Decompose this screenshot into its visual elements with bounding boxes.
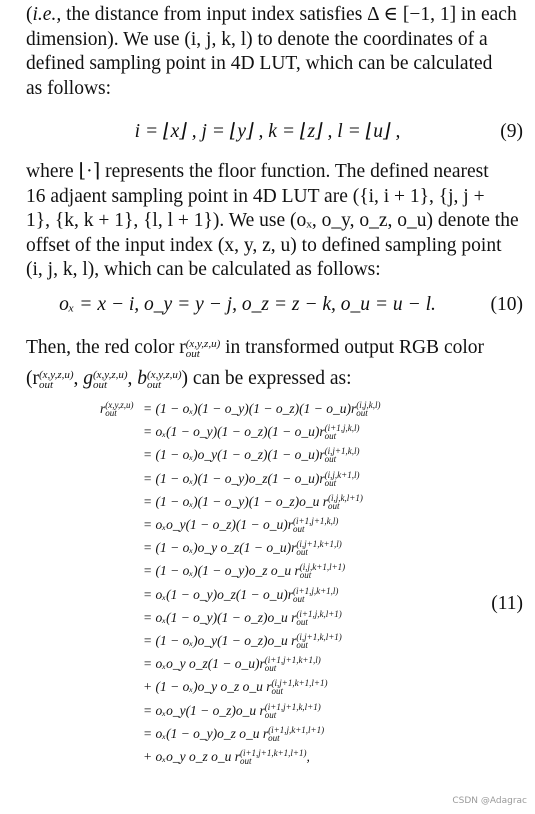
paragraph-3 [26,336,526,391]
equation-11-term: = (1 − oₓ)o_y(1 − o_z)(1 − o_u)r (i,j+1,k,l) out [143,446,360,465]
paragraph-1 [26,3,526,101]
equation-11-term: = oₓo_y(1 − o_z)o_u r (i+1,j+1,k,l+1) out [143,701,321,720]
para3-line1: Then, the red color r (x,y,z,u) out in transformed output RGB color [26,337,485,360]
para2-line2: 16 adjaent sampling point in 4D LUT are ({i, i + 1}, {j, j + [26,185,485,207]
watermark: CSDN @Adagrac [452,796,527,806]
equation-11-term: = oₓ(1 − o_y)(1 − o_z)(1 − o_u)r (i+1,j,k,l) out [143,423,360,442]
equation-11-term: = (1 − oₓ)(1 − o_y)(1 − o_z)o_u r (i,j,k,l+1) out [143,492,363,511]
equation-11-term: = oₓ(1 − o_y)o_z(1 − o_u)r (i+1,j,k+1,l) out [143,585,339,604]
para2-line1: where ⌊·⌉ represents the floor function. The defined nearest [26,161,489,182]
equation-11-term: = oₓ(1 − o_y)o_z o_u r (i+1,j,k+1,l+1) out [143,724,325,743]
equation-11-term: = (1 − oₓ)(1 − o_y)o_z o_u r (i,j,k+1,l+1) out [143,562,346,581]
equation-9-number: (9) [500,121,523,142]
equation-11-term: + (1 − oₓ)o_y o_z o_u r (i,j+1,k+1,l+1) out [143,678,328,697]
para1-line1: (i.e., the distance from input index satisfies Δ ∈ [−1, 1] in each [26,4,517,25]
equation-9-body: i = ⌊x⌋ , j = ⌊y⌋ , k = ⌊z⌋ , l = ⌊u⌋ , [134,121,401,142]
para2-line5: (i, j, k, l), which can be calculated as follows: [26,259,381,280]
equation-11-term: = (1 − oₓ)o_y o_z(1 − o_u)r (i,j+1,k+1,l) out [143,539,342,558]
equation-11-term: = (1 − oₓ)(1 − o_y)o_z(1 − o_u)r (i,j,k+1,l) out [143,469,360,488]
para2-line3: 1}, {k, k + 1}, {l, l + 1}). We use (oₓ, o_y, o_z, o_u) denote the [26,210,519,231]
equation-11-term: = (1 − oₓ)(1 − o_y)(1 − o_z)(1 − o_u)r (i,j,k,l) out [143,400,381,418]
equation-10-number: (10) [490,294,523,315]
para1-line3: defined sampling point in 4D LUT, which can be calculated [26,53,493,74]
equation-11 [0,398,535,778]
equation-11-term: + oₓo_y o_z o_u r (i+1,j+1,k+1,l+1) out , [143,748,310,766]
equation-9 [0,119,535,145]
para2-line4: offset of the input index (x, y, z, u) to defined sampling point [26,234,502,256]
equation-10-body: oₓ = x − i, o_y = y − j, o_z = z − k, o_u = u − l. [59,294,436,315]
para1-line4: as follows: [26,77,112,99]
equation-11-number: (11) [491,593,523,614]
equation-11-term: = oₓ(1 − o_y)(1 − o_z)o_u r (i+1,j,k,l+1) out [143,608,342,627]
paragraph-2 [26,160,526,283]
equation-11-lhs: r (x,y,z,u) out [100,400,134,418]
equation-10 [0,292,535,318]
equation-11-term: = oₓo_y(1 − o_z)(1 − o_u)r (i+1,j+1,k,l) out [143,516,339,534]
equation-11-term: = (1 − oₓ)o_y(1 − o_z)o_u r (i,j+1,k,l+1) out [143,632,342,650]
para1-line2: dimension). We use (i, j, k, l) to denote the coordinates of a [26,28,488,50]
para3-line2: (r (x,y,z,u) out , g (x,y,z,u) out , b (x,y,z,u) out ) can be expressed as: [26,367,352,391]
equation-11-term: = oₓo_y o_z(1 − o_u)r (i+1,j+1,k+1,l) out [143,655,321,674]
